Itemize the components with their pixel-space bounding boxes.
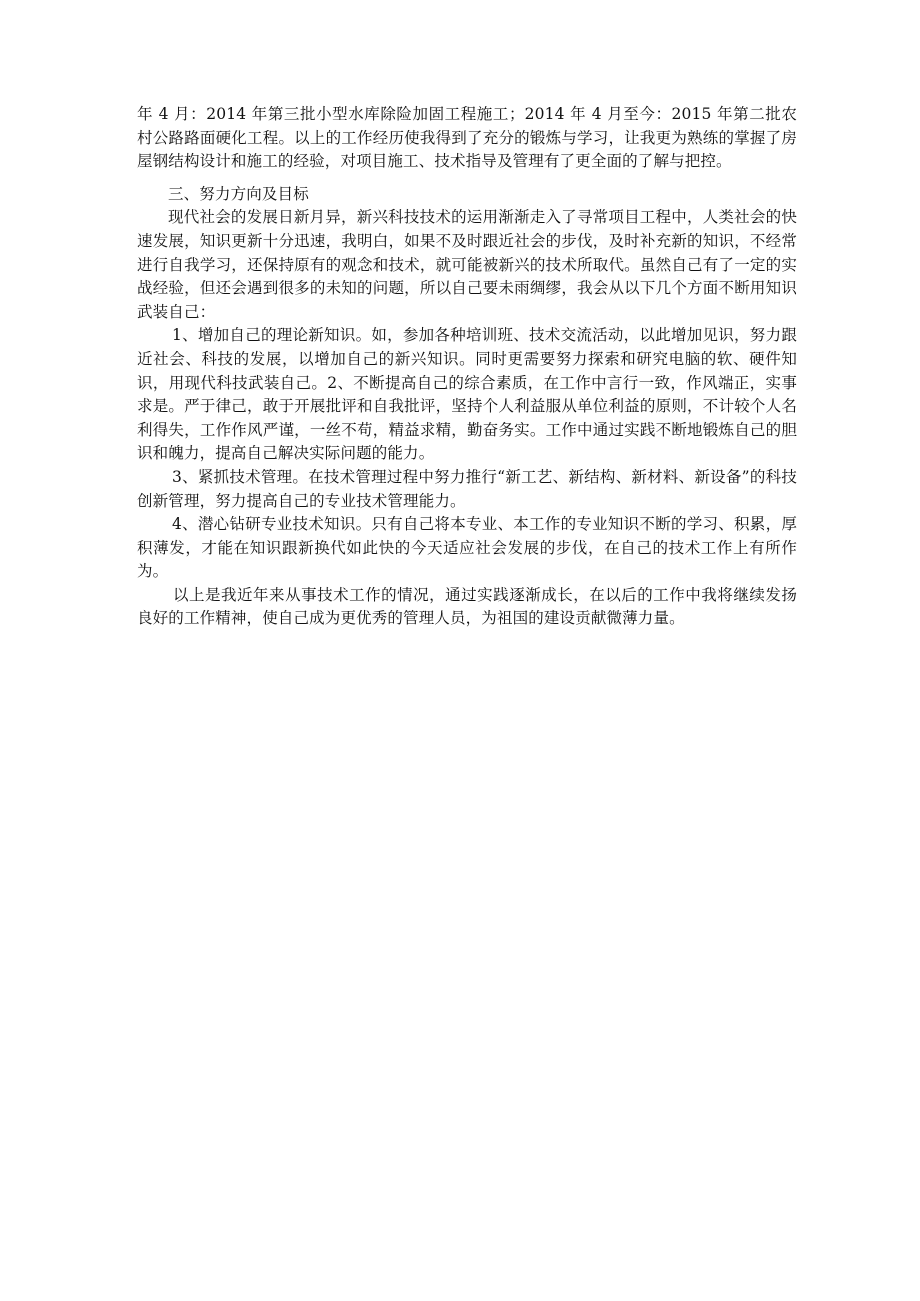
document-body	[137, 103, 797, 631]
closing-paragraph: 以上是我近年来从事技术工作的情况，通过实践逐渐成长，在以后的工作中我将继续发扬良好的工作精神，使自己成为更优秀的管理人员，为祖国的建设贡献微薄力量。	[137, 585, 797, 628]
item-4-paragraph: 4、潜心钻研专业技术知识。只有自己将本专业、本工作的专业知识不断的学习、积累，厚积薄发，才能在知识跟新换代如此快的今天适应社会发展的步伐，在自己的技术工作上有所作为。	[137, 515, 797, 581]
intro-paragraph: 现代社会的发展日新月异，新兴科技技术的运用渐渐走入了寻常项目工程中，人类社会的快速发展，知识更新十分迅速，我明白，如果不及时跟近社会的步伐，及时补充新的知识，不经常进行自我学习，还保持原有的观念和技术，就可能被新兴的技术所取代。虽然自己有了一定的实战经验，但还会遇到很多的未知的问题，所以自己要未雨绸缪，我会从以下几个方面不断用知识武装自己：	[137, 208, 797, 321]
item-3-paragraph: 3、紧抓技术管理。在技术管理过程中努力推行“新工艺、新结构、新材料、新设备”的科技创新管理，努力提高自己的专业技术管理能力。	[137, 467, 797, 510]
item-1-2-paragraph: 1、增加自己的理论新知识。如，参加各种培训班、技术交流活动，以此增加见识，努力跟近社会、科技的发展，以增加自己的新兴知识。同时更需要努力探索和研究电脑的软、硬件知识，用现代科技武装自己。2、不断提高自己的综合素质，在工作中言行一致，作风端正，实事求是。严于律己，敢于开展批评和自我批评，坚持个人利益服从单位利益的原则，不计较个人名利得失，工作作风严谨，一丝不苟，精益求精，勤奋务实。工作中通过实践不断地锻炼自己的胆识和魄力，提高自己解决实际问题的能力。	[137, 326, 797, 463]
section-heading-goals: 三、努力方向及目标	[168, 184, 309, 203]
work-history-paragraph: 年 4 月：2014 年第三批小型水库除险加固工程施工；2014 年 4 月至今：2015 年第二批农村公路路面硬化工程。以上的工作经历使我得到了充分的锻炼与学习，让我更为熟练的掌握了房屋钢结构设计和施工的经验，对项目施工、技术指导及管理有了更全面的了解与把控。	[137, 105, 797, 171]
